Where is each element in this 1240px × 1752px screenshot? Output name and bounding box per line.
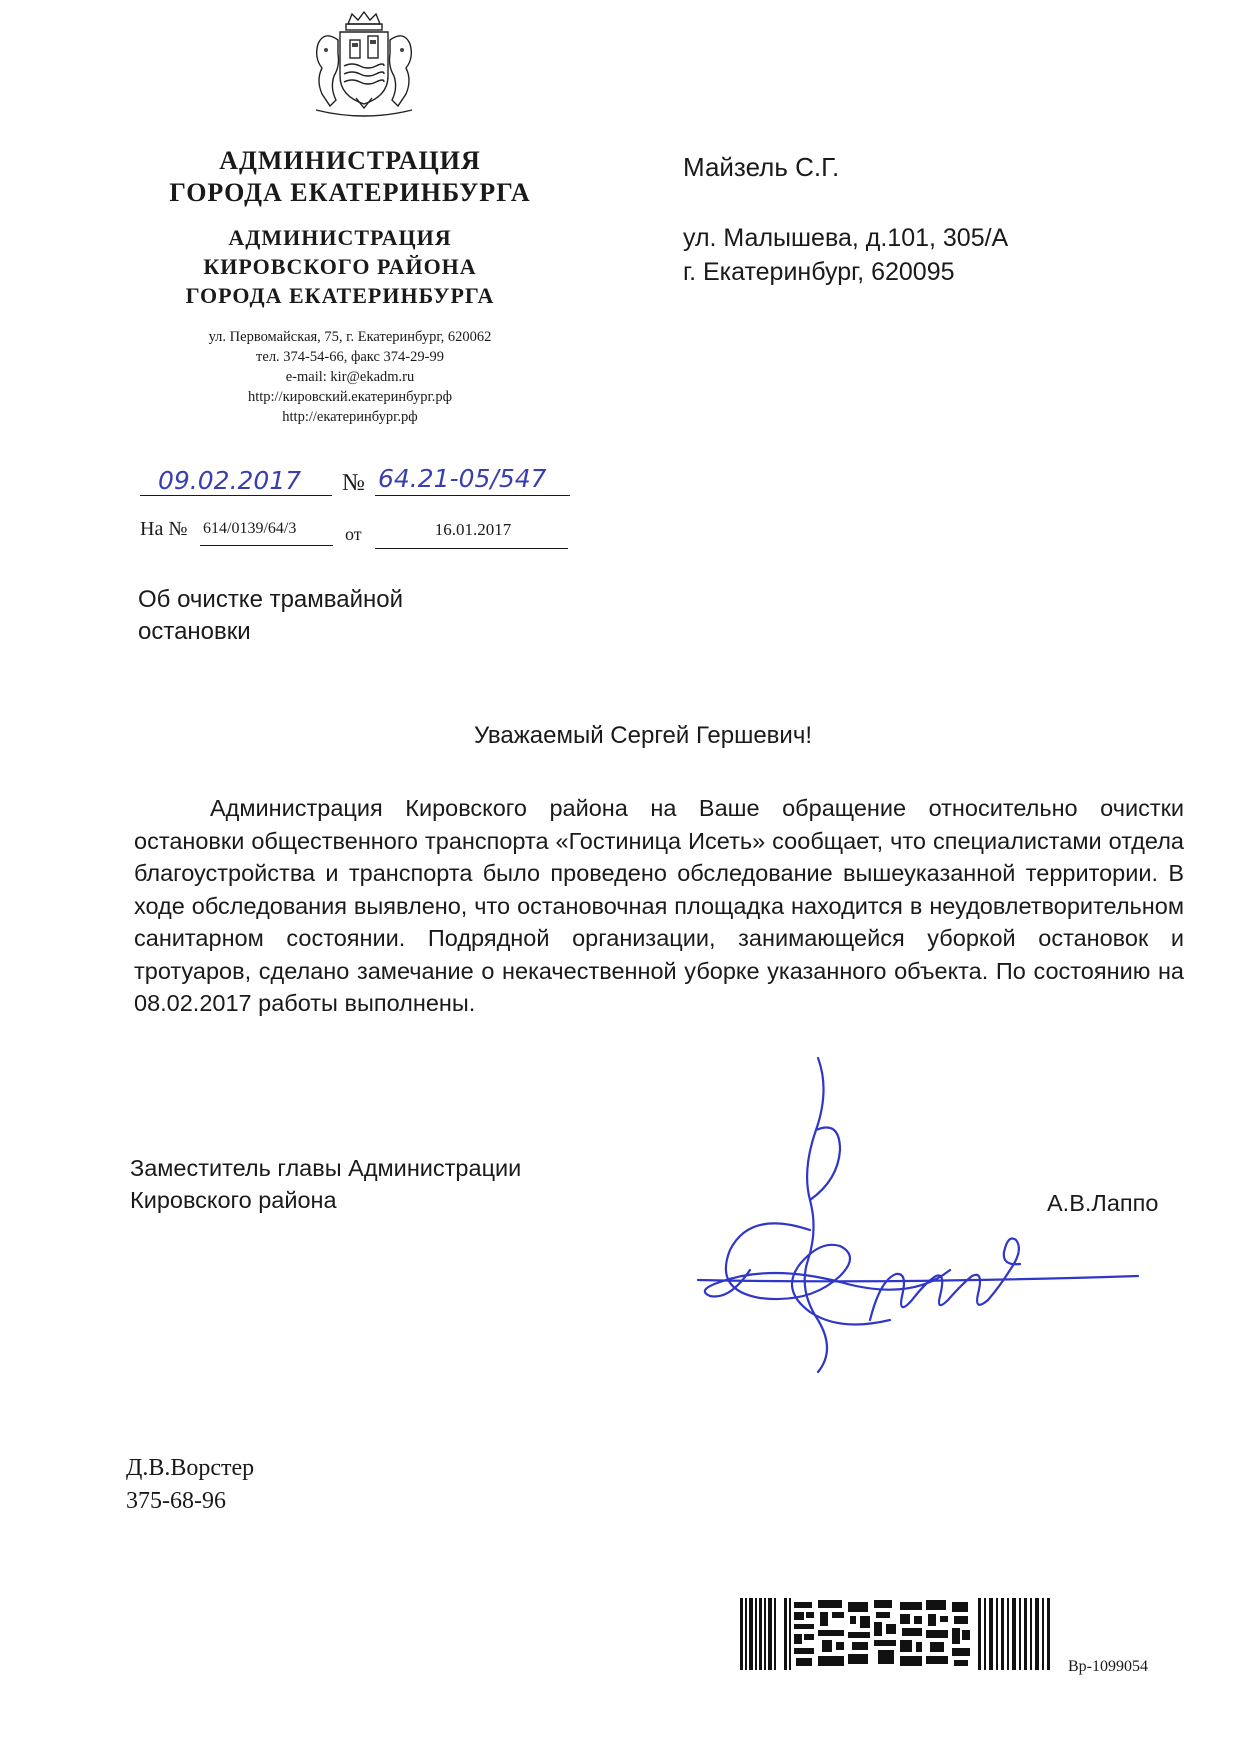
- registration-date: 09.02.2017: [158, 466, 302, 495]
- registration-number-underline: [375, 495, 570, 496]
- reply-from-label: от: [345, 524, 362, 544]
- reply-date-underline: [375, 548, 568, 549]
- executor-phone: 375-68-96: [126, 1488, 226, 1514]
- contact-phone: тел. 374-54-66, факс 374-29-99: [256, 349, 444, 365]
- letter-body: Администрация Кировского района на Ваше обращение относительно очистки остановки общественного транспорта «Гостиница Исеть» сообщает, что специалистами отдела благоустройства и транспорта было проведено обследование вышеуказанной территории. В ходе обследования выявлено, что остановочная площадка находится в неудовлетворительном санитарном состоянии. Подрядной организации, занимающейся уборкой остановок и тротуаров, сделано замечание о некачественной уборке указанного объекта. По состоянию на 08.02.2017 работы выполнены.: [134, 795, 1184, 1016]
- letter-subject: Об очистке трамвайной остановки: [138, 586, 404, 645]
- contacts-block: [150, 327, 550, 427]
- sub-organization-line3: ГОРОДА ЕКАТЕРИНБУРГА: [185, 283, 495, 308]
- contact-address: ул. Первомайская, 75, г. Екатеринбург, 620062: [208, 329, 492, 345]
- letter-greeting: Уважаемый Сергей Гершевич!: [474, 722, 812, 749]
- organization-name-line2: ГОРОДА ЕКАТЕРИНБУРГА: [169, 178, 531, 207]
- contact-email: e-mail: kir@ekadm.ru: [285, 369, 415, 385]
- executor-name: Д.В.Ворстер: [126, 1455, 255, 1481]
- reply-to-number: 614/0139/64/3: [203, 520, 297, 537]
- sub-organization-name: [160, 223, 520, 310]
- sub-organization-line1: АДМИНИСТРАЦИЯ: [228, 225, 452, 250]
- organization-name: [130, 145, 570, 209]
- contact-website-district: http://кировский.екатеринбург.рф: [247, 389, 453, 405]
- organization-name-line1: АДМИНИСТРАЦИЯ: [219, 146, 481, 175]
- registration-date-underline: [140, 495, 332, 496]
- city-coat-of-arms-icon: [300, 10, 428, 122]
- signer-name: А.В.Лаппо: [1047, 1190, 1159, 1216]
- executor-block: [126, 1452, 254, 1518]
- addressee-address-line1: ул. Малышева, д.101, 305/А: [683, 224, 1009, 252]
- reply-date: 16.01.2017: [434, 520, 512, 539]
- signer-position: [130, 1152, 650, 1216]
- reply-to-number-underline: [200, 545, 333, 546]
- registration-number: 64.21-05/547: [378, 464, 547, 493]
- reply-to-label: На №: [140, 518, 188, 540]
- barcode-code: Вр-1099054: [1068, 1658, 1148, 1675]
- sub-organization-line2: КИРОВСКОГО РАЙОНА: [203, 254, 477, 279]
- addressee-address-line2: г. Екатеринбург, 620095: [683, 258, 955, 286]
- signer-position-line1: Заместитель главы Администрации: [130, 1155, 522, 1181]
- registration-number-sign: №: [342, 470, 365, 496]
- document-barcode: [740, 1598, 1054, 1670]
- contact-website-city: http://екатеринбург.рф: [282, 409, 418, 425]
- addressee-name: Майзель С.Г.: [683, 152, 840, 182]
- signer-position-line2: Кировского района: [130, 1187, 337, 1213]
